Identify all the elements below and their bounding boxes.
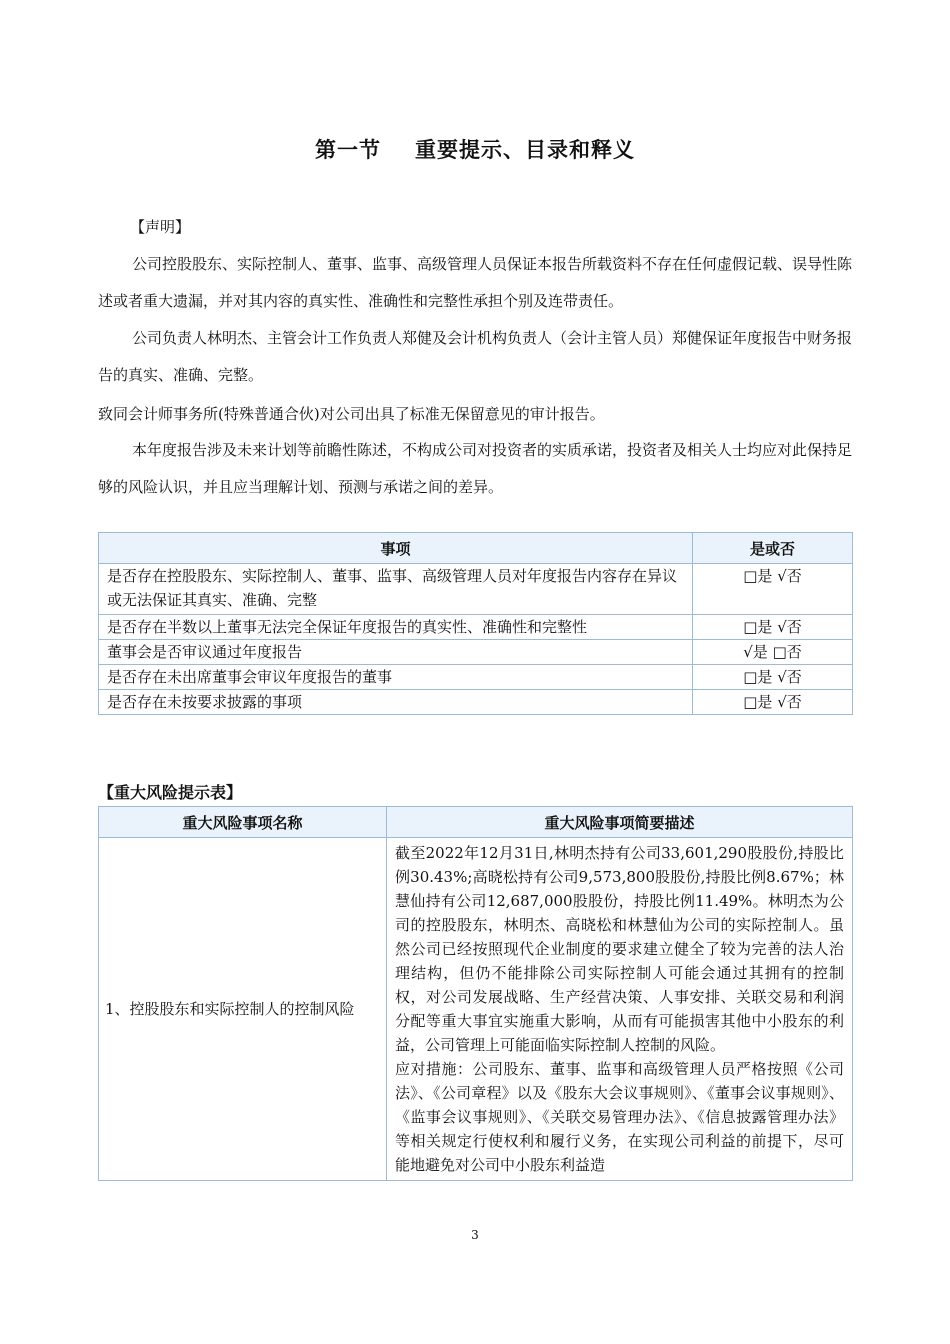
risk-section-title: 【重大风险提示表】 (98, 783, 243, 802)
header-answer: 是或否 (693, 533, 853, 564)
section-name: 重要提示、目录和释义 (415, 138, 635, 162)
table-row (99, 564, 853, 615)
matter-item: 董事会是否审议通过年度报告 (99, 640, 693, 665)
table-row (99, 640, 853, 665)
risk-description (387, 838, 853, 1181)
risk-table-header (99, 807, 853, 838)
risk-name: 1、控股股东和实际控制人的控制风险 (99, 838, 387, 1181)
section-number: 第一节 (315, 138, 381, 162)
risk-measures-text: 应对措施：公司股东、董事、监事和高级管理人员严格按照《公司法》、《公司章程》以及《股东大会议事规则》、《董事会议事规则》、《监事会议事规则》、《关联交易管理办法》、《信息披露管理办法》等相关规定行使权利和履行义务，在实现公司利益的前提下，尽可能地避免对公司中小股东利益造 (395, 1060, 844, 1174)
header-risk-desc: 重大风险事项简要描述 (387, 807, 853, 838)
matter-answer: □是 √否 (693, 615, 853, 640)
statement-paragraph-2: 公司负责人林明杰、主管会计工作负责人郑健及会计机构负责人（会计主管人员）郑健保证年度报告中财务报告的真实、准确、完整。 (98, 329, 853, 384)
statement-paragraph-1: 公司控股股东、实际控制人、董事、监事、高级管理人员保证本报告所载资料不存在任何虚假记载、误导性陈述或者重大遗漏，并对其内容的真实性、准确性和完整性承担个别及连带责任。 (98, 255, 853, 310)
statement-label: 【声明】 (130, 218, 191, 236)
matter-answer: □是 √否 (693, 665, 853, 690)
matters-table (98, 532, 853, 715)
statement-paragraph-3: 致同会计师事务所(特殊普通合伙)对公司出具了标准无保留意见的审计报告。 (98, 405, 605, 423)
table-row (99, 690, 853, 715)
matter-answer: √是 □否 (693, 640, 853, 665)
header-item: 事项 (99, 533, 693, 564)
section-title (0, 134, 950, 164)
table-row (99, 838, 853, 1181)
matter-item: 是否存在未出席董事会审议年度报告的董事 (99, 665, 693, 690)
header-risk-name: 重大风险事项名称 (99, 807, 387, 838)
matter-answer: □是 √否 (693, 564, 853, 615)
risk-table (98, 806, 853, 1181)
matter-item: 是否存在未按要求披露的事项 (99, 690, 693, 715)
matter-answer: □是 √否 (693, 690, 853, 715)
matter-item: 是否存在控股股东、实际控制人、董事、监事、高级管理人员对年度报告内容存在异议或无法保证其真实、准确、完整 (99, 564, 693, 615)
matter-item: 是否存在半数以上董事无法完全保证年度报告的真实性、准确性和完整性 (99, 615, 693, 640)
page-number: 3 (471, 1228, 479, 1242)
table-row (99, 615, 853, 640)
statement-paragraph-4: 本年度报告涉及未来计划等前瞻性陈述，不构成公司对投资者的实质承诺，投资者及相关人士均应对此保持足够的风险认识，并且应当理解计划、预测与承诺之间的差异。 (98, 441, 853, 496)
matters-table-header (99, 533, 853, 564)
table-row (99, 665, 853, 690)
risk-description-text: 截至2022年12月31日,林明杰持有公司33,601,290股股份,持股比例30.43%;高晓松持有公司9,573,800股股份,持股比例8.67%；林慧仙持有公司12,687,000股股份，持股比例11.49%。林明杰为公司的控股股东，林明杰、高晓松和林慧仙为公司的实际控制人。虽然公司已经按照现代企业制度的要求建立健全了较为完善的法人治理结构，但仍不能排除公司实际控制人可能会通过其拥有的控制权，对公司发展战略、生产经营决策、人事安排、关联交易和利润分配等重大事宜实施重大影响，从而有可能损害其他中小股东的利益，公司管理上可能面临实际控制人控制的风险。 (395, 844, 844, 1054)
